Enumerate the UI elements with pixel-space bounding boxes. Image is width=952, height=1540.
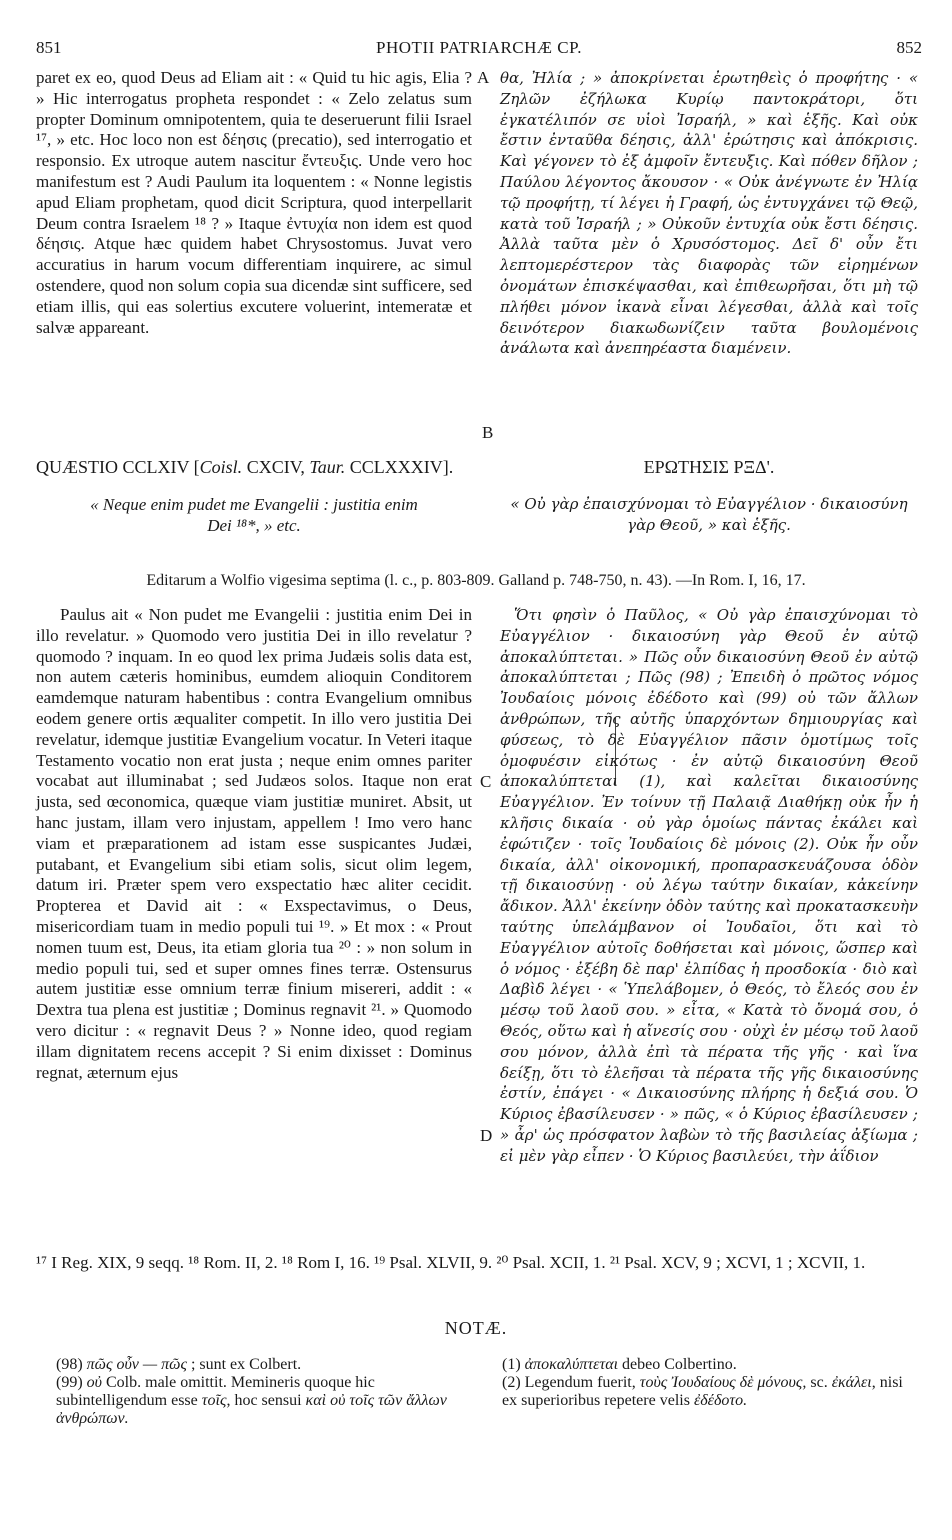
- quaestio-title-latin: [36, 457, 476, 478]
- notes-left: [56, 1356, 466, 1428]
- footnotes: ¹⁷ I Reg. XIX, 9 seqq. ¹⁸ Rom. II, 2. ¹⁸ Rom I, 16. ¹⁹ Psal. XLVII, 9. ²⁰ Psal. XCII, 1. ²¹ Psal. XCV, 9 ; XCVI, 1 ; XCVII, 1.: [36, 1253, 866, 1272]
- latin-paragraph-top: paret ex eo, quod Deus ad Eliam ait : « Quid tu hic agis, Elia ? » Hic interrogatus propheta respondet : « Zelo zelatus sum propter Dominum omnipotentem, quia te deseruerunt filii Israel ¹⁷, » etc. Hoc loco non est δέησις (precatio), sed interrogatio et responsio. Ex utroque autem nascitur ἔντευξις. Unde vero hoc manifestum est ? Audi Paulum ita loquentem : « Nonne legistis apud Eliam prophetam, quod dicit Scriptura, quod interpellarit Deum contra Israelem ¹⁸ ? » Itaque ἐντυχία non idem est quod δέησις. Atque hæc quidem habet Chrysostomus. Juvat vero accuratius in harum vocum differentiam inquirere, ac simul ostendere, quod non solum copia sua dicendæ sint sufficere, sed etiam illis, qui eas solertius excutere voluerint, intemeratæ et salvæ appareant.: [36, 68, 472, 337]
- greek-paragraph-top: θα, Ἠλία ; » ἀποκρίνεται ἐρωτηθεὶς ὁ προφήτης · « Ζηλῶν ἐζήλωκα Κυρίῳ παντοκράτορι, ὅτι ἐγκατέλιπόν σε υἱοὶ Ἰσραήλ, » καὶ ἑξῆς. Καὶ οὐκ ἔστιν ἐνταῦθα δέησις, ἀλλ' ἐρώτησις καὶ ἀπόκρισις. Καὶ γέγονεν τὸ ἐξ ἀμφοῖν ἔντευξις. Καὶ πόθεν δῆλον ; Παύλου λέγοντος ἄκουσον · « Οὐκ ἀνέγνωτε ἐν Ἠλίᾳ τῷ προφήτῃ, τί λέγει ἡ Γραφή, ὡς ἐντυγχάνει τῷ Θεῷ, κατὰ τοῦ Ἰσραήλ ; » Οὐκοῦν ἐντυχία οὐκ ἔστι δέησις. Ἀλλὰ ταῦτα μὲν ὁ Χρυσόστομος. Δεῖ δ' οὖν ἔτι λεπτομερέστερον τὰς διαφορὰς τῶν εἰρημένων ὀνομάτων ἐπισκέψασθαι, καὶ ἐπιθεωρῆσαι, ὅτι μὴ τῷ πλήθει μόνον ἱκανὰ εἶναι λέγεσθαι, ἀλλὰ καὶ τοῖς δεινότερον διακωδωνίζειν ταῦτα βουλομένοις ἀνάλωτα καὶ ἀνεπηρέαστα διαμένειν.: [500, 69, 918, 358]
- page-number-left: 851: [36, 38, 62, 57]
- lemma-latin-line: « Neque enim pudet me Evangelii : justitia enim: [90, 495, 418, 514]
- quaestio-title-taur: Taur.: [309, 457, 346, 477]
- greek-column-top: [500, 68, 918, 359]
- edition-note: Editarum a Wolfio vigesima septima (l. c., p. 803-809. Galland p. 748-750, n. 43). —In Rom. I, 16, 17.: [146, 572, 806, 589]
- lemma-latin-line: Dei ¹⁸*, » etc.: [207, 516, 301, 535]
- note-greek: πῶς οὖν — πῶς: [86, 1356, 187, 1373]
- note-greek: καὶ οὐ τοῖς τῶν ἄλλων ἀνθρώπων.: [56, 1392, 447, 1427]
- quaestio-title-part: QUÆSTIO CCLXIV [: [36, 457, 200, 477]
- quaestio-title-part: CCLXXXIV].: [345, 457, 454, 477]
- note-text: (1): [502, 1356, 525, 1373]
- running-header: [36, 38, 922, 62]
- running-title: PHOTII PATRIARCHÆ CP.: [376, 38, 582, 57]
- note-greek: ἀποκαλύπτεται: [524, 1356, 619, 1373]
- note-2: [502, 1374, 912, 1410]
- note-text: (98): [56, 1356, 87, 1373]
- latin-column-main: [36, 605, 472, 1083]
- greek-column-main: [500, 605, 918, 1167]
- lemma-greek-line: γὰρ Θεοῦ, » καὶ ἑξῆς.: [627, 516, 791, 534]
- note-greek: ἐδέδοτο.: [693, 1392, 748, 1409]
- note-99: [56, 1374, 466, 1428]
- note-1: [502, 1356, 912, 1374]
- note-text: sc.: [806, 1374, 832, 1391]
- note-text: , hoc sensui: [226, 1392, 306, 1409]
- note-98: [56, 1356, 466, 1374]
- notae-title: NOTÆ.: [444, 1318, 508, 1338]
- note-greek: ἐκάλει: [831, 1374, 872, 1391]
- note-text: Colb. male omittit. Memineris quoque hic subintelligendum esse: [56, 1374, 375, 1409]
- quaestio-title-part: CXCIV,: [242, 457, 310, 477]
- margin-marker-d: D: [480, 1126, 493, 1145]
- lemma-greek-line: « Οὐ γὰρ ἐπαισχύνομαι τὸ Εὐαγγέλιον · δικαιοσύνη: [510, 495, 908, 513]
- greek-paragraph-main: Ὅτι φησὶν ὁ Παῦλος, « Οὐ γὰρ ἐπαισχύνομαι τὸ Εὐαγγέλιον · δικαιοσύνη γὰρ Θεοῦ ἐν αὐτῷ ἀποκαλύπτεται. » Πῶς οὖν δικαιοσύνη Θεοῦ ἐν αὐτῷ ἀποκαλύπτεται ; Πῶς (98) ; Ἐπειδὴ ὁ πρῶτος νόμος Ἰουδαίοις μόνοις ἐδέδοτο καὶ (99) οὐ τῶν ἄλλων ἀνθρώπων, τῆς αὐτῆς ὑπαρχόντων δημιουργίας καὶ φύσεως, τὸ δὲ Εὐαγγέλιον πᾶσιν ὁμοτίμως τοῖς ὁμοφυέσιν εἰκότως · ἐν αὐτῷ δικαιοσύνη Θεοῦ ἀποκαλύπτεται (1), καὶ καλεῖται δικαιοσύνης Εὐαγγέλιον. Ἐν τοίνυν τῇ Παλαιᾷ Διαθήκῃ οὐκ ἦν ἡ κλῆσις δικαία · οὐ γὰρ ὁμοίως πάντας ἐκάλει καὶ ἐφώτιζεν · τοῖς Ἰουδαίοις δὲ μόνοις (2). Οὐκ ἦν οὖν δικαία, ἀλλ' οἰκονομική, προπαρασκευάζουσα ὁδὸν τῇ δικαιοσύνῃ · οὐ λέγω ταύτην δικαίαν, κἀκείνην ἄδικον. Ἀλλ' ἐκείνην ὁδὸν ταύτης καὶ προκατασκευὴν ταύτης ὑπελάμβανον οἱ Ἰουδαῖοι, ὅτι καὶ τὸ Εὐαγγέλιον αὐτοῖς δοθήσεται καὶ μόνοις, ὥσπερ καὶ ὁ νόμος · ἐξέβη δὲ παρ' ἐλπίδας ἡ προσδοκία · διὸ καὶ Δαβὶδ λέγει · « Ὑπελάβομεν, ὁ Θεός, τὸ ἔλεός σου ἐν μέσῳ τοῦ λαοῦ σου. » εἶτα, « Κατὰ τὸ ὄνομά σου, ὁ Θεός, οὕτω καὶ ἡ αἴνεσίς σου · οὐχὶ ἐν μέσῳ τοῦ λαοῦ σου μόνον, ἀλλὰ ἐπὶ τὰ πέρατα τῆς γῆς · καὶ ἵνα δείξῃ, ὅτι τὸ ἐλεῆσαι τὰ πέρατα τῆς γῆς δικαιοσύνης ἐστίν, ἐπάγει · « Δικαιοσύνης πλήρης ἡ δεξιά σου. Ὁ Κύριος ἐβασίλευσεν · » πῶς, « ὁ Κύριος ἐβασίλευσεν ; » ἆρ' ὡς πρόσφατον λαβὼν τὸ τῆς βασιλείας ἀξίωμα ; εἰ μὲν γὰρ εἶπεν · Ὁ Κύριος βασιλεύει, τὴν ἀΐδιον: [500, 606, 918, 1165]
- note-text: debeo Colbertino.: [618, 1356, 737, 1373]
- margin-marker-c: C: [480, 772, 492, 791]
- note-greek: τοὺς Ἰουδαίους δὲ μόνους,: [639, 1374, 807, 1391]
- quaestio-title-greek: ΕΡΩΤΗΣΙΣ ΡΞΔ'.: [643, 457, 775, 477]
- quaestio-title-coisl: Coisl.: [199, 457, 243, 477]
- lemma-greek: [500, 494, 918, 536]
- lemma-latin: [36, 494, 472, 536]
- note-text: (99): [56, 1374, 87, 1391]
- latin-column-top: [36, 68, 472, 338]
- note-greek: τοῖς: [201, 1392, 227, 1409]
- note-text: ; sunt ex Colbert.: [186, 1356, 302, 1373]
- latin-paragraph-main: Paulus ait « Non pudet me Evangelii : justitia enim Dei in illo revelatur. » Quomodo vero justitia Dei in illo revelatur ? quomodo ? inquam. In eo quod lex prima Judæis solis data est, non autem cæteris hominibus, eumdem alioquin Conditorem eamdemque naturam habentibus : contra Evangelium omnibus eodem genere ortis æqualiter competit. In illo vero justitia Dei revelatur, idemque justitiæ Evangelium vocatur. In Veteri itaque Testamento vocatio non erat justa ; neque enim omnes pariter vocabat aut illuminabat ; sed Judæos solos. Itaque non erat justa, sed œconomica, quæque viam justitiæ muniret. Absit, ut hanc justam, illam vero injustam, appellem ! Imo vero hanc viam et præparationem ad istam esse suspicantes Judæi, putabant, et Evangelium sibi etiam solis, sicut olim legem, datum iri. Præter spem vero exspectatio hæc aliter cecidit. Propterea et David ait : « Exspectavimus, o Deus, misericordiam tuam in medio populi tui ¹⁹. » Et mox : « Prout nomen tuum est, Deus, ita etiam gloria tua ²⁰ : » non solum in medio populi tui, sed et super omnes fines terræ. Ostensurus autem justitiæ esse omnium terræ finium misereri, addit : « Dextra tua plena est justitiæ ; Dominus regnavit ²¹. » Quomodo vero dicitur : « regnavit Deus ? » Nonne ideo, quod regiam illam dignitatem recens accepit ? Si enim dixisset : Dominus regnat, æternum ejus: [36, 605, 472, 1082]
- note-greek: οὐ: [86, 1374, 102, 1391]
- page-number-right: 852: [896, 38, 922, 57]
- note-text: , nisi ex superioribus repetere velis: [502, 1374, 903, 1409]
- notes-right: [502, 1356, 912, 1410]
- margin-marker-b: B: [482, 423, 494, 442]
- margin-marker-a: A: [477, 68, 490, 87]
- note-text: (2) Legendum fuerit,: [502, 1374, 640, 1391]
